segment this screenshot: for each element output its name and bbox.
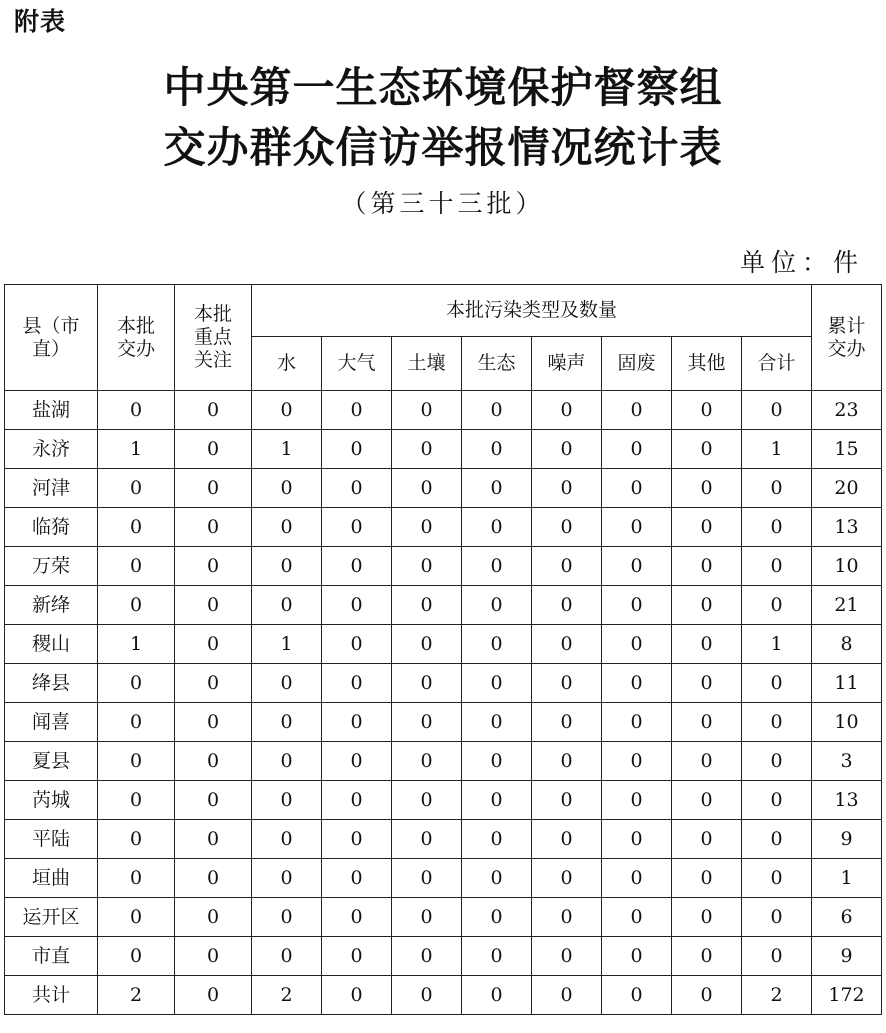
- table-row: [5, 664, 882, 703]
- cell-water: 0: [252, 937, 322, 976]
- table-body: [5, 391, 882, 1015]
- cell-water: 0: [252, 469, 322, 508]
- cell-ecology: 0: [462, 586, 532, 625]
- header-subtotal: 合计: [742, 337, 812, 391]
- cell-air: 0: [322, 586, 392, 625]
- cell-noise: 0: [532, 976, 602, 1015]
- cell-solid-waste: 0: [602, 430, 672, 469]
- cell-batch-assigned: 0: [98, 820, 175, 859]
- cell-soil: 0: [392, 937, 462, 976]
- cell-county: 绛县: [5, 664, 98, 703]
- cell-water: 0: [252, 898, 322, 937]
- cell-batch-key: 0: [175, 781, 252, 820]
- cell-solid-waste: 0: [602, 937, 672, 976]
- cell-soil: 0: [392, 820, 462, 859]
- cell-batch-assigned: 0: [98, 508, 175, 547]
- cell-batch-assigned: 1: [98, 430, 175, 469]
- cell-cumulative: 13: [812, 781, 882, 820]
- cell-solid-waste: 0: [602, 781, 672, 820]
- cell-water: 0: [252, 820, 322, 859]
- header-pollution-group: 本批污染类型及数量: [252, 285, 812, 337]
- cell-subtotal: 1: [742, 430, 812, 469]
- cell-cumulative: 8: [812, 625, 882, 664]
- cell-water: 0: [252, 742, 322, 781]
- cell-county: 芮城: [5, 781, 98, 820]
- cell-noise: 0: [532, 859, 602, 898]
- cell-air: 0: [322, 664, 392, 703]
- cell-subtotal: 0: [742, 508, 812, 547]
- header-water: 水: [252, 337, 322, 391]
- cell-solid-waste: 0: [602, 859, 672, 898]
- header-ecology: 生态: [462, 337, 532, 391]
- header-cumulative: [812, 285, 882, 391]
- cell-noise: 0: [532, 469, 602, 508]
- cell-other: 0: [672, 898, 742, 937]
- cell-cumulative: 21: [812, 586, 882, 625]
- cell-batch-assigned: 0: [98, 937, 175, 976]
- cell-other: 0: [672, 703, 742, 742]
- cell-ecology: 0: [462, 547, 532, 586]
- cell-air: 0: [322, 937, 392, 976]
- cell-batch-key: 0: [175, 430, 252, 469]
- cell-county: 运开区: [5, 898, 98, 937]
- cell-cumulative: 13: [812, 508, 882, 547]
- header-batch-key: [175, 285, 252, 391]
- cell-batch-assigned: 0: [98, 742, 175, 781]
- cell-batch-key: 0: [175, 664, 252, 703]
- cell-county: 共计: [5, 976, 98, 1015]
- cell-batch-assigned: 2: [98, 976, 175, 1015]
- cell-noise: 0: [532, 625, 602, 664]
- cell-county: 临猗: [5, 508, 98, 547]
- cell-other: 0: [672, 391, 742, 430]
- cell-cumulative: 9: [812, 937, 882, 976]
- table-row: [5, 742, 882, 781]
- cell-county: 平陆: [5, 820, 98, 859]
- cell-noise: 0: [532, 508, 602, 547]
- cell-batch-key: 0: [175, 508, 252, 547]
- table-row: [5, 898, 882, 937]
- cell-subtotal: 0: [742, 547, 812, 586]
- cell-water: 0: [252, 664, 322, 703]
- cell-soil: 0: [392, 703, 462, 742]
- cell-county: 夏县: [5, 742, 98, 781]
- cell-noise: 0: [532, 586, 602, 625]
- cell-county: 万荣: [5, 547, 98, 586]
- cell-water: 1: [252, 625, 322, 664]
- cell-noise: 0: [532, 937, 602, 976]
- header-county: [5, 285, 98, 391]
- cell-cumulative: 15: [812, 430, 882, 469]
- cell-batch-key: 0: [175, 391, 252, 430]
- cell-subtotal: 0: [742, 859, 812, 898]
- table-row: [5, 391, 882, 430]
- header-other: 其他: [672, 337, 742, 391]
- table-row: [5, 781, 882, 820]
- cell-ecology: 0: [462, 703, 532, 742]
- cell-air: 0: [322, 625, 392, 664]
- cell-batch-key: 0: [175, 469, 252, 508]
- cell-solid-waste: 0: [602, 469, 672, 508]
- cell-ecology: 0: [462, 469, 532, 508]
- cell-county: 盐湖: [5, 391, 98, 430]
- cell-noise: 0: [532, 703, 602, 742]
- cell-cumulative: 3: [812, 742, 882, 781]
- table-row: [5, 625, 882, 664]
- cell-batch-assigned: 0: [98, 898, 175, 937]
- title-line-1: 中央第一生态环境保护督察组: [163, 63, 723, 112]
- cell-subtotal: 0: [742, 664, 812, 703]
- cell-soil: 0: [392, 469, 462, 508]
- cell-batch-key: 0: [175, 586, 252, 625]
- cell-air: 0: [322, 508, 392, 547]
- header-soil: 土壤: [392, 337, 462, 391]
- cell-ecology: 0: [462, 976, 532, 1015]
- cell-air: 0: [322, 898, 392, 937]
- cell-water: 0: [252, 391, 322, 430]
- cell-ecology: 0: [462, 898, 532, 937]
- table-row: [5, 703, 882, 742]
- cell-cumulative: 10: [812, 703, 882, 742]
- cell-air: 0: [322, 547, 392, 586]
- cell-subtotal: 0: [742, 742, 812, 781]
- cell-ecology: 0: [462, 508, 532, 547]
- cell-cumulative: 9: [812, 820, 882, 859]
- header-solid-waste: 固废: [602, 337, 672, 391]
- header-county-text: 县（市直）: [22, 314, 80, 360]
- cell-soil: 0: [392, 391, 462, 430]
- cell-air: 0: [322, 391, 392, 430]
- cell-solid-waste: 0: [602, 508, 672, 547]
- cell-other: 0: [672, 742, 742, 781]
- header-cumulative-text: 累计交办: [827, 314, 866, 360]
- cell-solid-waste: 0: [602, 703, 672, 742]
- cell-batch-assigned: 0: [98, 859, 175, 898]
- cell-batch-assigned: 0: [98, 781, 175, 820]
- cell-subtotal: 0: [742, 586, 812, 625]
- cell-subtotal: 2: [742, 976, 812, 1015]
- cell-soil: 0: [392, 586, 462, 625]
- header-batch-assigned: [98, 285, 175, 391]
- cell-batch-assigned: 1: [98, 625, 175, 664]
- cell-ecology: 0: [462, 742, 532, 781]
- table-row: [5, 976, 882, 1015]
- cell-water: 0: [252, 547, 322, 586]
- table-row: [5, 508, 882, 547]
- cell-subtotal: 0: [742, 391, 812, 430]
- cell-water: 2: [252, 976, 322, 1015]
- cell-other: 0: [672, 586, 742, 625]
- cell-solid-waste: 0: [602, 391, 672, 430]
- cell-batch-key: 0: [175, 547, 252, 586]
- cell-batch-assigned: 0: [98, 469, 175, 508]
- cell-county: 闻喜: [5, 703, 98, 742]
- cell-ecology: 0: [462, 625, 532, 664]
- cell-batch-key: 0: [175, 820, 252, 859]
- cell-batch-assigned: 0: [98, 703, 175, 742]
- cell-soil: 0: [392, 547, 462, 586]
- unit-label: 单位：件: [739, 248, 864, 277]
- cell-batch-assigned: 0: [98, 664, 175, 703]
- cell-soil: 0: [392, 625, 462, 664]
- cell-air: 0: [322, 859, 392, 898]
- cell-batch-key: 0: [175, 742, 252, 781]
- cell-ecology: 0: [462, 430, 532, 469]
- cell-batch-assigned: 0: [98, 586, 175, 625]
- cell-ecology: 0: [462, 391, 532, 430]
- cell-subtotal: 0: [742, 820, 812, 859]
- table-row: [5, 586, 882, 625]
- cell-soil: 0: [392, 508, 462, 547]
- cell-noise: 0: [532, 742, 602, 781]
- cell-subtotal: 0: [742, 781, 812, 820]
- cell-other: 0: [672, 937, 742, 976]
- batch-number: （第三十三批）: [341, 189, 545, 218]
- cell-soil: 0: [392, 664, 462, 703]
- cell-other: 0: [672, 859, 742, 898]
- cell-cumulative: 172: [812, 976, 882, 1015]
- cell-batch-key: 0: [175, 859, 252, 898]
- cell-soil: 0: [392, 430, 462, 469]
- cell-air: 0: [322, 430, 392, 469]
- cell-soil: 0: [392, 898, 462, 937]
- cell-batch-key: 0: [175, 703, 252, 742]
- cell-noise: 0: [532, 391, 602, 430]
- cell-ecology: 0: [462, 937, 532, 976]
- cell-soil: 0: [392, 742, 462, 781]
- cell-noise: 0: [532, 781, 602, 820]
- cell-other: 0: [672, 664, 742, 703]
- cell-solid-waste: 0: [602, 664, 672, 703]
- cell-ecology: 0: [462, 820, 532, 859]
- cell-ecology: 0: [462, 859, 532, 898]
- cell-county: 稷山: [5, 625, 98, 664]
- cell-batch-key: 0: [175, 937, 252, 976]
- cell-cumulative: 1: [812, 859, 882, 898]
- table-row: [5, 820, 882, 859]
- cell-subtotal: 0: [742, 469, 812, 508]
- cell-other: 0: [672, 820, 742, 859]
- cell-other: 0: [672, 781, 742, 820]
- title-line-2: 交办群众信访举报情况统计表: [163, 123, 723, 172]
- cell-air: 0: [322, 742, 392, 781]
- attachment-label: 附表: [14, 7, 67, 36]
- cell-other: 0: [672, 625, 742, 664]
- cell-noise: 0: [532, 820, 602, 859]
- cell-other: 0: [672, 508, 742, 547]
- cell-county: 市直: [5, 937, 98, 976]
- header-noise: 噪声: [532, 337, 602, 391]
- cell-solid-waste: 0: [602, 898, 672, 937]
- cell-water: 0: [252, 586, 322, 625]
- cell-ecology: 0: [462, 781, 532, 820]
- table-row: [5, 937, 882, 976]
- cell-batch-key: 0: [175, 625, 252, 664]
- cell-noise: 0: [532, 547, 602, 586]
- cell-noise: 0: [532, 664, 602, 703]
- cell-solid-waste: 0: [602, 820, 672, 859]
- cell-air: 0: [322, 820, 392, 859]
- cell-cumulative: 11: [812, 664, 882, 703]
- header-air: 大气: [322, 337, 392, 391]
- cell-solid-waste: 0: [602, 586, 672, 625]
- cell-water: 0: [252, 859, 322, 898]
- cell-subtotal: 0: [742, 937, 812, 976]
- cell-batch-assigned: 0: [98, 391, 175, 430]
- table-row: [5, 469, 882, 508]
- cell-other: 0: [672, 469, 742, 508]
- cell-solid-waste: 0: [602, 625, 672, 664]
- cell-other: 0: [672, 547, 742, 586]
- cell-solid-waste: 0: [602, 742, 672, 781]
- cell-cumulative: 20: [812, 469, 882, 508]
- cell-solid-waste: 0: [602, 547, 672, 586]
- cell-county: 永济: [5, 430, 98, 469]
- cell-batch-assigned: 0: [98, 547, 175, 586]
- header-batch-key-text: 本批重点关注: [193, 303, 232, 371]
- header-batch-assigned-text: 本批交办: [116, 314, 155, 360]
- cell-cumulative: 10: [812, 547, 882, 586]
- cell-noise: 0: [532, 430, 602, 469]
- cell-air: 0: [322, 469, 392, 508]
- cell-cumulative: 6: [812, 898, 882, 937]
- cell-air: 0: [322, 781, 392, 820]
- cell-subtotal: 0: [742, 703, 812, 742]
- cell-subtotal: 0: [742, 898, 812, 937]
- cell-water: 0: [252, 781, 322, 820]
- table-row: [5, 859, 882, 898]
- cell-other: 0: [672, 976, 742, 1015]
- cell-batch-key: 0: [175, 976, 252, 1015]
- cell-water: 1: [252, 430, 322, 469]
- cell-other: 0: [672, 430, 742, 469]
- cell-air: 0: [322, 976, 392, 1015]
- cell-water: 0: [252, 508, 322, 547]
- table-row: [5, 547, 882, 586]
- cell-soil: 0: [392, 859, 462, 898]
- statistics-table: [4, 284, 882, 1015]
- cell-cumulative: 23: [812, 391, 882, 430]
- cell-soil: 0: [392, 781, 462, 820]
- cell-county: 河津: [5, 469, 98, 508]
- cell-subtotal: 1: [742, 625, 812, 664]
- cell-county: 新绛: [5, 586, 98, 625]
- cell-batch-key: 0: [175, 898, 252, 937]
- cell-county: 垣曲: [5, 859, 98, 898]
- cell-noise: 0: [532, 898, 602, 937]
- cell-ecology: 0: [462, 664, 532, 703]
- cell-water: 0: [252, 703, 322, 742]
- cell-soil: 0: [392, 976, 462, 1015]
- cell-air: 0: [322, 703, 392, 742]
- cell-solid-waste: 0: [602, 976, 672, 1015]
- table-row: [5, 430, 882, 469]
